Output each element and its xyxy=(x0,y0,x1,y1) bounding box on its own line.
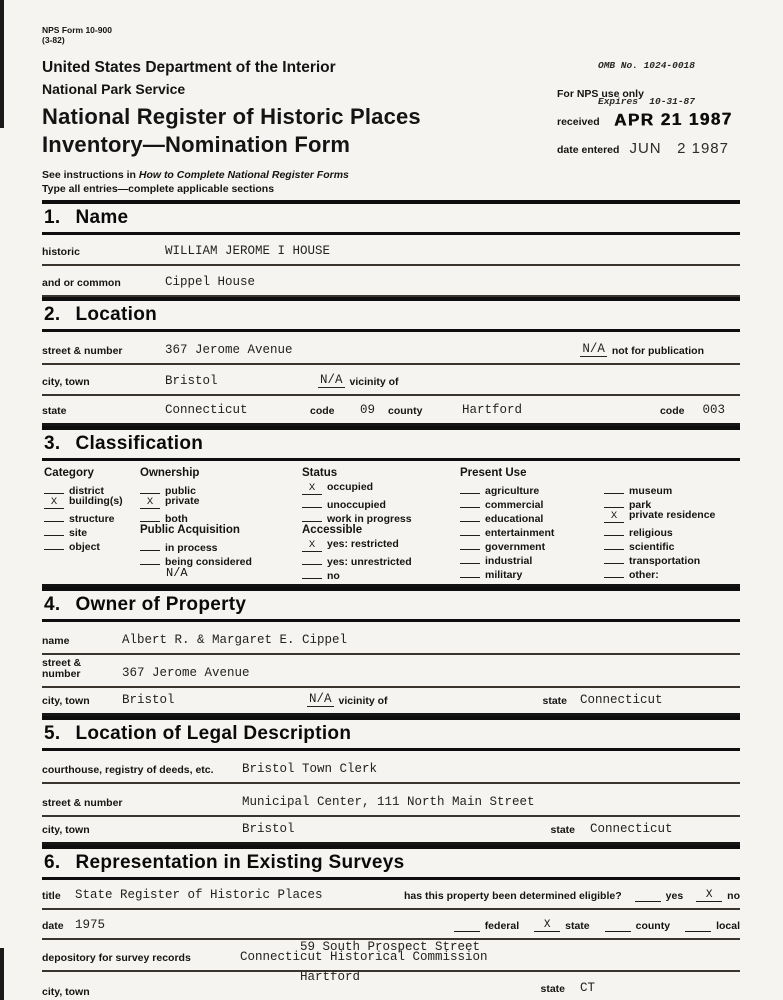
checkbox-mark xyxy=(460,566,480,578)
eligible-no-mark: X xyxy=(696,890,722,902)
category-buildings-item: X building(s) xyxy=(44,496,140,510)
use-scientific-item: scientific xyxy=(604,538,738,552)
checkbox-mark xyxy=(140,510,160,522)
county-value: Hartford xyxy=(462,403,523,417)
local-level-label: local xyxy=(716,920,740,932)
state-level-label: state xyxy=(565,920,590,932)
form-number xyxy=(42,25,112,45)
use-private-residence-item: X private residence xyxy=(604,510,738,524)
checkbox-mark xyxy=(604,496,624,508)
legal-city-label: city, town xyxy=(42,824,90,836)
checkbox-mark xyxy=(460,510,480,522)
date-entered-stamp: JUN 2 1987 xyxy=(629,140,729,157)
section-6-number: 6. xyxy=(44,852,61,873)
omb-line1: OMB No. 1024-0018 xyxy=(598,60,695,71)
section-4-number: 4. xyxy=(44,594,61,615)
present-use-spacer xyxy=(604,467,738,482)
department-title: United States Department of the Interior xyxy=(42,59,336,76)
survey-title-label: title xyxy=(42,890,61,902)
owner-vicinity-na: N/A xyxy=(309,692,332,706)
owner-name-label: name xyxy=(42,635,70,647)
section-4-title: Owner of Property xyxy=(75,594,247,615)
acquisition-in-process-item: in process xyxy=(140,539,302,553)
status-work-in-progress-item: work in progress xyxy=(302,510,460,524)
status-occupied-item: X occupied xyxy=(302,482,460,496)
section-2-header xyxy=(42,297,740,332)
received-label: received xyxy=(557,116,600,128)
street-number-label: street & number xyxy=(42,345,123,357)
section-1-title: Name xyxy=(75,207,129,228)
section-1-header xyxy=(42,200,740,235)
common-name-row xyxy=(42,266,740,297)
owner-state-value: Connecticut xyxy=(580,693,663,707)
county-label: county xyxy=(388,405,423,417)
ownership-column xyxy=(140,467,302,581)
legal-city-value: Bristol xyxy=(242,822,295,836)
checkbox-mark: X xyxy=(44,497,64,509)
county-code-value: 003 xyxy=(702,403,725,417)
use-agriculture-item: agriculture xyxy=(460,482,604,496)
survey-state-label: state xyxy=(540,983,565,995)
survey-city-value xyxy=(240,925,480,1000)
category-header: Category xyxy=(44,467,94,479)
owner-name-value: Albert R. & Margaret E. Cippel xyxy=(122,633,348,647)
checkbox-mark xyxy=(140,539,160,551)
owner-street-value: 367 Jerome Avenue xyxy=(122,666,250,680)
owner-name-row xyxy=(42,622,740,655)
owner-city-row xyxy=(42,688,740,716)
use-other-item: other: xyxy=(604,566,738,580)
not-for-publication-label: not for publication xyxy=(611,345,704,357)
checkbox-mark xyxy=(460,538,480,550)
nps-use-only-label: For NPS use only xyxy=(557,88,644,100)
legal-city-row xyxy=(42,817,740,845)
date-entered-line xyxy=(557,140,740,157)
use-military-item: military xyxy=(460,566,604,580)
section-5-number: 5. xyxy=(44,723,61,744)
location-city-row xyxy=(42,365,740,396)
not-for-publication-group xyxy=(580,343,704,357)
checkbox-mark: X xyxy=(302,540,322,552)
checkbox-mark xyxy=(460,524,480,536)
legal-street-value: Municipal Center, 111 North Main Street xyxy=(242,795,535,809)
eligible-yes-mark xyxy=(635,890,661,902)
classification-grid xyxy=(42,461,740,587)
checkbox-mark xyxy=(460,552,480,564)
legal-street-row xyxy=(42,784,740,817)
legal-state-value: Connecticut xyxy=(590,822,673,836)
ownership-public-item: public xyxy=(140,482,302,496)
owner-state-group xyxy=(542,694,740,707)
county-level-label: county xyxy=(635,920,671,932)
common-name-label: and or common xyxy=(42,277,121,289)
city-town-label: city, town xyxy=(42,376,90,388)
section-3-title: Classification xyxy=(75,433,204,454)
checkbox-mark xyxy=(604,566,624,578)
courthouse-label: courthouse, registry of deeds, etc. xyxy=(42,764,214,776)
checkbox-mark xyxy=(302,510,322,522)
location-street-row xyxy=(42,332,740,365)
use-commercial-item: commercial xyxy=(460,496,604,510)
survey-date-value: 1975 xyxy=(75,918,106,932)
state-mark: X xyxy=(534,920,560,932)
checkbox-mark xyxy=(604,524,624,536)
county-code-group xyxy=(660,404,725,417)
instructions-line1 xyxy=(42,169,349,181)
instructions-prefix: See instructions in xyxy=(42,169,139,181)
survey-city-line2: Hartford xyxy=(300,970,361,984)
checkbox-mark: X xyxy=(302,483,322,495)
scan-edge-artifact-top xyxy=(0,0,4,128)
section-3-number: 3. xyxy=(44,433,61,454)
accessible-header: Accessible xyxy=(302,524,363,536)
checkbox-mark xyxy=(44,538,64,550)
eligible-question: has this property been determined eligible? xyxy=(404,890,622,902)
form-title-line2: Inventory—Nomination Form xyxy=(42,132,351,157)
survey-city-line1: 59 South Prospect Street xyxy=(300,940,481,954)
form-number-line1: NPS Form 10-900 xyxy=(42,25,112,35)
legal-street-label: street & number xyxy=(42,797,123,809)
survey-title-row xyxy=(42,880,740,910)
section-1-number: 1. xyxy=(44,207,61,228)
owner-state-label: state xyxy=(542,695,567,707)
ownership-private-item: X private xyxy=(140,496,302,510)
legal-state-label: state xyxy=(550,824,575,836)
section-6-title: Representation in Existing Surveys xyxy=(75,852,405,873)
vicinity-label: vicinity of xyxy=(349,376,399,388)
checkbox-mark: X xyxy=(140,497,160,509)
accessible-yes-restricted-item: X yes: restricted xyxy=(302,539,460,553)
form-header xyxy=(42,0,740,200)
use-religious-item: religious xyxy=(604,524,738,538)
section-2-title: Location xyxy=(75,304,158,325)
form-number-line2: (3-82) xyxy=(42,35,65,45)
section-2-number: 2. xyxy=(44,304,61,325)
federal-label: federal xyxy=(484,920,520,932)
instructions-booklet-title: How to Complete National Register Forms xyxy=(138,169,349,181)
vicinity-na: N/A xyxy=(320,373,343,387)
street-number-value: 367 Jerome Avenue xyxy=(165,343,293,357)
acquisition-na-value: N/A xyxy=(166,566,188,580)
owner-vicinity-label: vicinity of xyxy=(338,695,388,707)
received-date-stamp: APR 21 1987 xyxy=(613,109,733,130)
accessible-no-item: no xyxy=(302,567,460,581)
local-mark xyxy=(685,920,711,932)
category-structure-item: structure xyxy=(44,510,140,524)
survey-city-label: city, town xyxy=(42,986,90,998)
use-park-item: park xyxy=(604,496,738,510)
county-code-label: code xyxy=(659,405,685,417)
owner-street-label: street & number xyxy=(42,657,82,680)
use-educational-item: educational xyxy=(460,510,604,524)
checkbox-mark xyxy=(44,524,64,536)
use-transportation-item: transportation xyxy=(604,552,738,566)
survey-level-group xyxy=(454,920,740,932)
use-entertainment-item: entertainment xyxy=(460,524,604,538)
checkbox-mark xyxy=(44,510,64,522)
public-acquisition-header: Public Acquisition xyxy=(140,524,240,536)
survey-state-value: CT xyxy=(580,981,596,995)
ownership-both-item: both xyxy=(140,510,302,524)
section-4-header xyxy=(42,587,740,622)
historic-name-row xyxy=(42,235,740,266)
survey-state-group xyxy=(540,982,740,995)
status-unoccupied-item: unoccupied xyxy=(302,496,460,510)
section-6-header xyxy=(42,845,740,880)
category-site-item: site xyxy=(44,524,140,538)
not-for-publication-na: N/A xyxy=(582,342,605,356)
section-5-title: Location of Legal Description xyxy=(75,723,352,744)
eligible-yes-label: yes xyxy=(665,890,684,902)
historic-value: WILLIAM JEROME I HOUSE xyxy=(165,244,331,258)
owner-street-row xyxy=(42,655,740,688)
category-object-item: object xyxy=(44,538,140,552)
present-use-column-2 xyxy=(604,467,738,581)
checkbox-mark xyxy=(460,482,480,494)
depository-label: depository for survey records xyxy=(42,952,191,964)
section-3-header xyxy=(42,426,740,461)
service-title: National Park Service xyxy=(42,81,186,97)
city-town-value: Bristol xyxy=(165,374,218,388)
status-column xyxy=(302,467,460,581)
acquisition-being-considered-item: being considered xyxy=(140,553,302,567)
checkbox-mark: X xyxy=(604,511,624,523)
state-value: Connecticut xyxy=(165,403,248,417)
present-use-column-1 xyxy=(460,467,604,581)
checkbox-mark xyxy=(604,552,624,564)
category-column xyxy=(44,467,140,581)
nps-use-box xyxy=(557,88,740,157)
survey-title-value: State Register of Historic Places xyxy=(75,888,323,902)
use-industrial-item: industrial xyxy=(460,552,604,566)
courthouse-value: Bristol Town Clerk xyxy=(242,762,378,776)
checkbox-mark xyxy=(44,482,64,494)
ownership-header: Ownership xyxy=(140,467,200,479)
eligible-group xyxy=(404,890,740,902)
state-code-value: 09 xyxy=(360,403,376,417)
checkbox-mark xyxy=(302,553,322,565)
historic-label: historic xyxy=(42,246,80,258)
legal-state-group xyxy=(550,823,740,836)
checkbox-mark xyxy=(302,567,322,579)
use-museum-item: museum xyxy=(604,482,738,496)
survey-date-label: date xyxy=(42,920,64,932)
use-government-item: government xyxy=(460,538,604,552)
checkbox-mark xyxy=(302,496,322,508)
category-district-item: district xyxy=(44,482,140,496)
state-code-label: code xyxy=(310,405,335,417)
owner-city-label: city, town xyxy=(42,695,90,707)
status-header: Status xyxy=(302,467,338,479)
depository-value: Connecticut Historical Commission xyxy=(240,950,488,964)
present-use-header: Present Use xyxy=(460,467,527,479)
location-state-row xyxy=(42,396,740,426)
courthouse-row xyxy=(42,751,740,784)
received-line xyxy=(557,110,740,130)
common-name-value: Cippel House xyxy=(165,275,256,289)
state-label: state xyxy=(42,405,67,417)
date-entered-label: date entered xyxy=(557,144,620,156)
omb-line2: Expires 10-31-87 xyxy=(598,96,695,107)
checkbox-mark xyxy=(604,538,624,550)
scan-edge-artifact-bottom xyxy=(0,948,4,1000)
eligible-no-label: no xyxy=(727,890,740,902)
accessible-yes-unrestricted-item: yes: unrestricted xyxy=(302,553,460,567)
checkbox-mark xyxy=(140,482,160,494)
instructions-line2: Type all entries—complete applicable sections xyxy=(42,183,275,195)
checkbox-mark xyxy=(460,496,480,508)
checkbox-mark xyxy=(140,553,160,565)
form-title-line1: National Register of Historic Places xyxy=(42,104,421,129)
checkbox-mark xyxy=(604,482,624,494)
owner-city-value: Bristol xyxy=(122,693,175,707)
county-mark xyxy=(605,920,631,932)
section-5-header xyxy=(42,716,740,751)
